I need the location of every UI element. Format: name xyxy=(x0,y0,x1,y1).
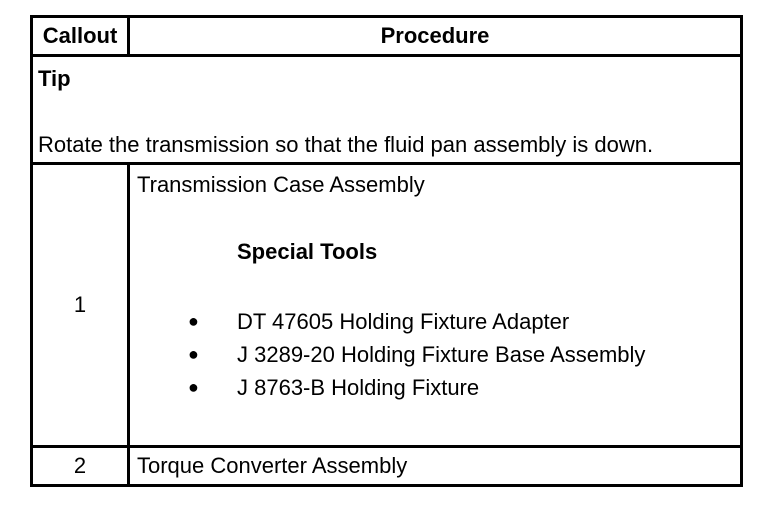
table-row xyxy=(32,164,742,447)
tool-name: DT 47605 Holding Fixture Adapter xyxy=(237,309,570,334)
tool-name: J 3289-20 Holding Fixture Base Assembly xyxy=(237,342,646,367)
tip-text: Rotate the transmission so that the fluid pan assembly is down. xyxy=(38,132,654,157)
table-row xyxy=(32,447,742,486)
callout-number: 2 xyxy=(32,447,129,486)
tip-label: Tip xyxy=(38,66,71,91)
step-title: Torque Converter Assembly xyxy=(137,453,408,478)
special-tools-heading: Special Tools xyxy=(237,239,378,264)
list-item xyxy=(137,338,740,371)
tip-row xyxy=(32,56,742,164)
bullet-icon: ● xyxy=(188,311,199,331)
procedure-cell xyxy=(129,164,742,447)
procedure-header: Procedure xyxy=(129,17,742,56)
special-tools-list xyxy=(137,305,740,404)
procedure-table xyxy=(30,15,743,487)
procedure-cell xyxy=(129,447,742,486)
tip-cell xyxy=(32,56,742,164)
bullet-icon: ● xyxy=(188,344,199,364)
step-title: Transmission Case Assembly xyxy=(137,172,425,197)
tool-name: J 8763-B Holding Fixture xyxy=(237,375,480,400)
list-item xyxy=(137,305,740,338)
bullet-icon: ● xyxy=(188,377,199,397)
callout-number: 1 xyxy=(32,164,129,447)
callout-header: Callout xyxy=(32,17,129,56)
list-item xyxy=(137,371,740,404)
header-row xyxy=(32,17,742,56)
